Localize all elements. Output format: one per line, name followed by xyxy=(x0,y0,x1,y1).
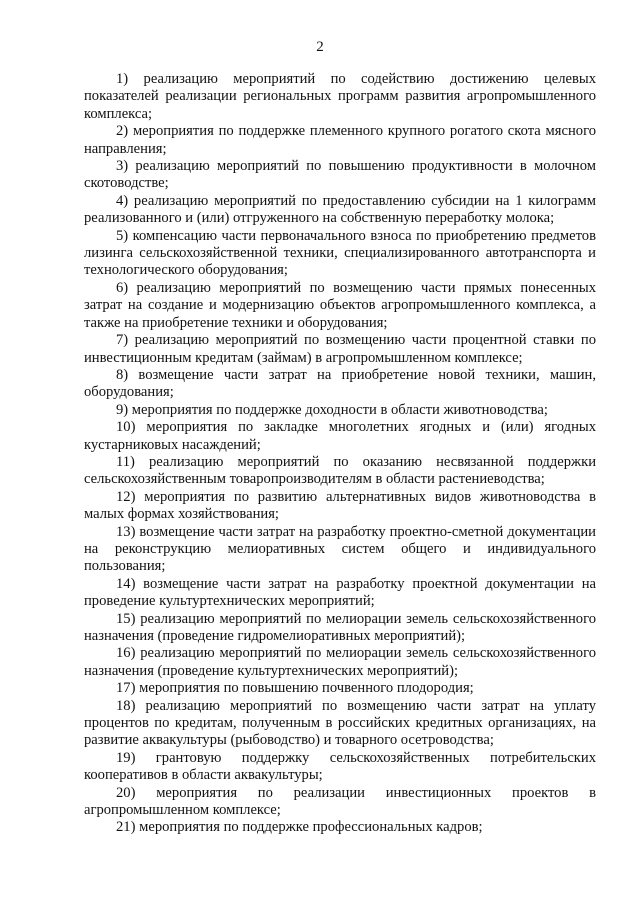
list-item: 10) мероприятия по закладке многолетних ягодных и (или) ягодных кустарниковых насаждений; xyxy=(84,419,596,453)
list-item: 3) реализацию мероприятий по повышению продуктивности в молочном скотоводстве; xyxy=(84,158,596,192)
list-item: 14) возмещение части затрат на разработку проектной документации на проведение культуртехнических мероприятий; xyxy=(84,575,596,610)
page-number: 2 xyxy=(316,39,324,55)
list-item: 8) возмещение части затрат на приобретение новой техники, машин, оборудования; xyxy=(84,366,596,401)
list-item: 21) мероприятия по поддержке профессиональных кадров; xyxy=(116,819,483,836)
list-item: 1) реализацию мероприятий по содействию достижению целевых показателей реализации региональных программ развития агропромышленного комплекса; xyxy=(84,71,596,122)
list-item: 4) реализацию мероприятий по предоставлению субсидии на 1 килограмм реализованного и (или) отгруженного на собственную переработку молока; xyxy=(84,192,596,227)
list-item: 19) грантовую поддержку сельскохозяйственных потребительских кооперативов в области аквакультуры; xyxy=(84,749,596,784)
list-item: 13) возмещение части затрат на разработку проектно-сметной документации на реконструкцию мелиоративных систем общего и индивидуального пользования; xyxy=(84,523,596,575)
list-item: 7) реализацию мероприятий по возмещению части процентной ставки по инвестиционным кредитам (займам) в агропромышленном комплексе; xyxy=(84,332,596,366)
list-item: 5) компенсацию части первоначального взноса по приобретению предметов лизинга сельскохозяйственной техники, специализированного автотранспорта и технологического оборудования; xyxy=(84,227,596,279)
list-item: 16) реализацию мероприятий по мелиорации земель сельскохозяйственного назначения (проведение культуртехнических мероприятий); xyxy=(84,645,596,679)
list-item: 17) мероприятия по повышению почвенного плодородия; xyxy=(116,680,474,697)
list-item: 6) реализацию мероприятий по возмещению части прямых понесенных затрат на создание и модернизацию объектов агропромышленного комплекса, а также на приобретение техники и оборудования; xyxy=(84,279,596,331)
list-item: 2) мероприятия по поддержке племенного крупного рогатого скота мясного направления; xyxy=(84,123,596,157)
list-item: 20) мероприятия по реализации инвестиционных проектов в агропромышленном комплексе; xyxy=(84,784,596,819)
measures-list xyxy=(84,71,596,837)
list-item: 15) реализацию мероприятий по мелиорации земель сельскохозяйственного назначения (проведение гидромелиоративных мероприятий); xyxy=(84,610,596,644)
list-item: 11) реализацию мероприятий по оказанию несвязанной поддержки сельскохозяйственным товаропроизводителям в области растениеводства; xyxy=(84,453,596,488)
list-item: 9) мероприятия по поддержке доходности в области животноводства; xyxy=(116,401,548,418)
list-item: 12) мероприятия по развитию альтернативных видов животноводства в малых формах хозяйствования; xyxy=(84,488,596,523)
list-item: 18) реализацию мероприятий по возмещению части затрат на уплату процентов по кредитам, полученным в российских кредитных организациях, на развитие аквакультуры (рыбоводство) и товарного осетроводства; xyxy=(84,697,596,749)
